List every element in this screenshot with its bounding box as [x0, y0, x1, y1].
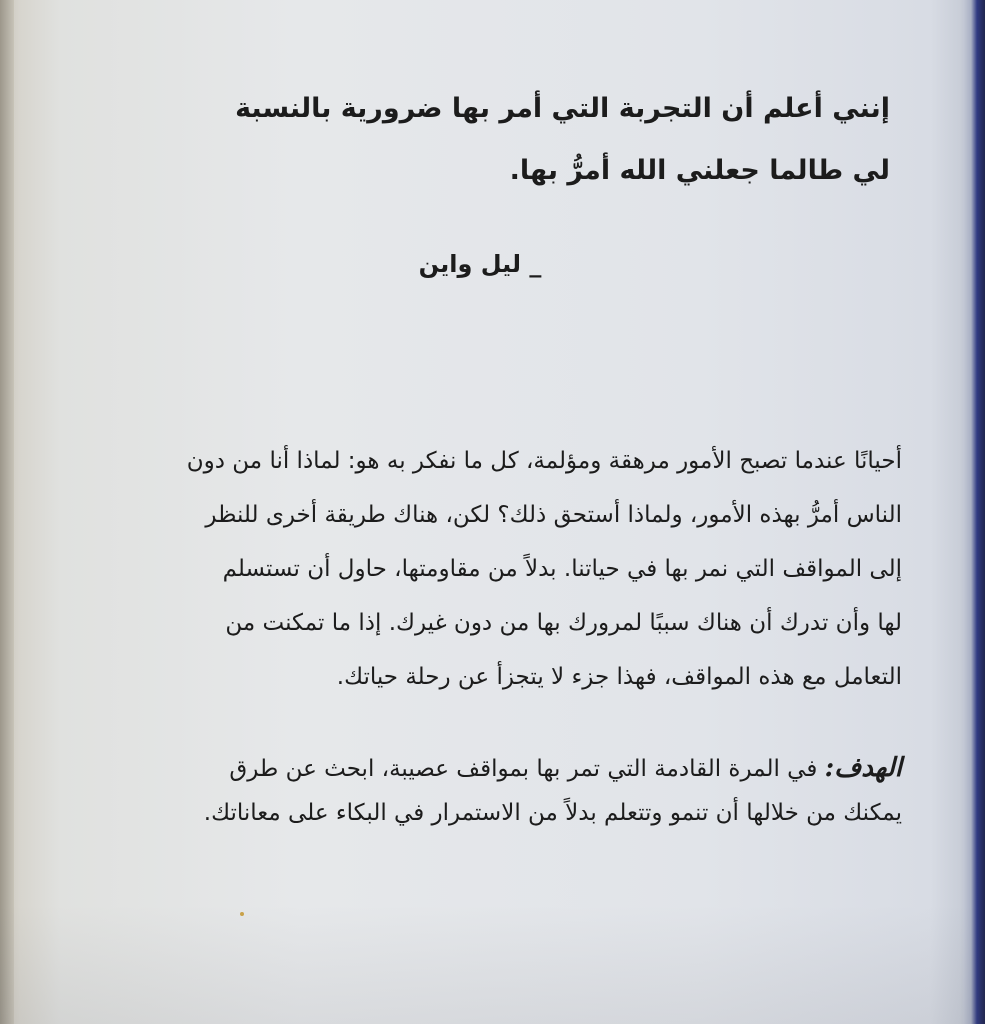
goal-paragraph — [42, 746, 902, 835]
goal-label: الهدف: — [824, 753, 902, 783]
body-paragraph — [42, 434, 902, 704]
goal-text: في المرة القادمة التي تمر بها بمواقف عصيبة، ابحث عن طرق — [229, 756, 825, 782]
body-line: التعامل مع هذه المواقف، فهذا جزء لا يتجزأ عن رحلة حياتك. — [336, 664, 902, 690]
epigraph-quote — [130, 78, 890, 202]
body-line: الناس أمرُّ بهذه الأمور، ولماذا أستحق ذلك؟ لكن، هناك طريقة أخرى للنظر — [205, 502, 902, 528]
book-page — [30, 0, 930, 1024]
body-line: أحيانًا عندما تصبح الأمور مرهقة ومؤلمة، كل ما نفكر به هو: لماذا أنا من دون — [186, 448, 902, 474]
epigraph-line: إنني أعلم أن التجربة التي أمر بها ضرورية بالنسبة — [235, 93, 890, 124]
paper-speck — [240, 912, 244, 916]
quote-attribution: _ ليل واين — [418, 250, 542, 278]
body-line: إلى المواقف التي نمر بها في حياتنا. بدلاً من مقاومتها، حاول أن تستسلم — [222, 556, 902, 582]
goal-line — [42, 746, 902, 791]
goal-line: يمكنك من خلالها أن تنمو وتتعلم بدلاً من الاستمرار في البكاء على معاناتك. — [203, 800, 902, 826]
page-left-edge — [0, 0, 14, 1024]
epigraph-line: لي طالما جعلني الله أمرُّ بها. — [509, 155, 890, 186]
book-cover-edge — [963, 0, 985, 1024]
body-line: لها وأن تدرك أن هناك سببًا لمرورك بها من دون غيرك. إذا ما تمكنت من — [225, 610, 902, 636]
